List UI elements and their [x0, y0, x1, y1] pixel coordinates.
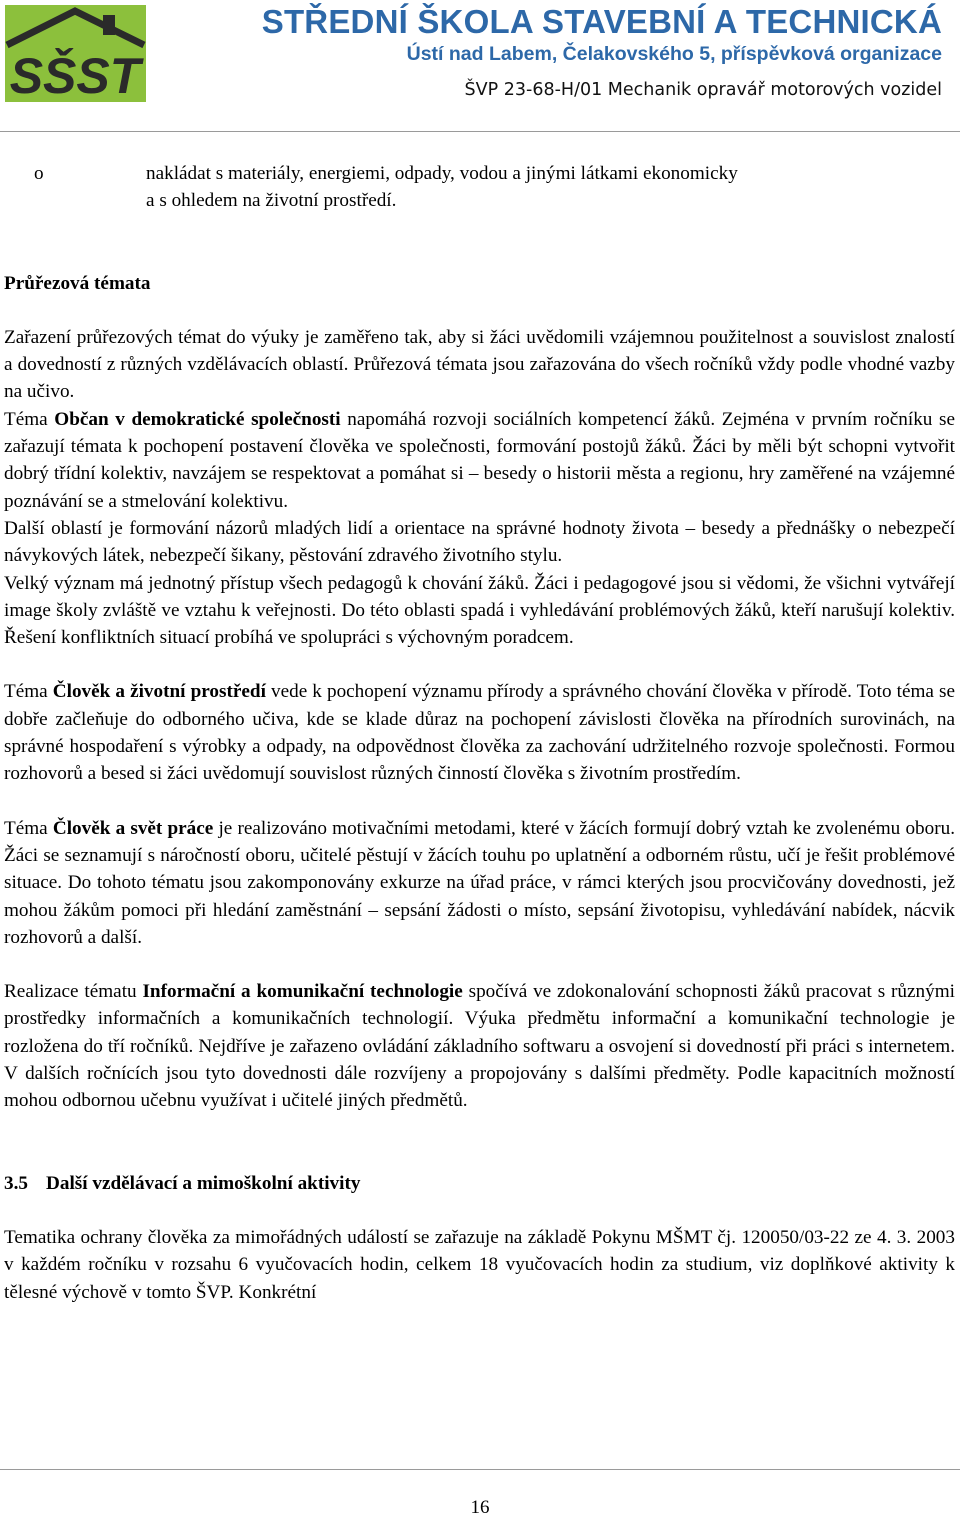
section-title: Další vzdělávací a mimoškolní aktivity [46, 1172, 361, 1194]
ict-prefix: Realizace tématu [4, 981, 143, 1003]
bullet-marker: o [34, 163, 44, 184]
bullet-text [146, 160, 955, 215]
work-topic-title: Člověk a svět práce [52, 817, 214, 839]
citizen-text: napomáhá rozvoji sociálních kompetencí žáků. Zejména v prvním ročníku se zařazují témata k pochopení postavení člověka ve společnosti, formování postojů žáků. Žáci by měli být schopni vytvořit dobrý třídní kolektiv, navzájem se respektovat a pomáhat si – besedy o historii města a regionu, hry zaměřené na vzájemné poznávání se a stmelování kolektivu. [4, 408, 955, 512]
approach-paragraph: Velký význam má jednotný přístup všech pedagogů k chování žáků. Žáci i pedagogové jsou si vědomi, že všichni vytvářejí image školy zvláště ve vztahu k veřejnosti. Do této oblasti spadá i vyhledávání problémových žáků, kteří narušují kolektiv. Řešení konfliktních situací probíhá ve spolupráci s výchovným poradcem. [4, 572, 955, 649]
work-paragraph [4, 815, 955, 951]
bullet-line-2: a s ohledem na životní prostředí. [146, 190, 397, 212]
footer-divider [0, 1469, 960, 1470]
bullet-line-1: nakládat s materiály, energiemi, odpady, vodou a jinými látkami ekonomicky [146, 163, 738, 184]
environment-text: vede k pochopení významu přírody a správného chování člověka v přírodě. Toto téma se dobře začleňuje do odborného učiva, kde se klade důraz na pochopení závislosti člověka na přírodních surovinách, na správné hospodaření s výrobky a odpady, na odpovědnost člověka za zachování udržitelného rozvoje společnosti. Formou rozhovorů a besed si žáci uvědomují souvislost různých činností člověka s životním prostředím. [4, 681, 955, 785]
ict-topic-title: Informační a komunikační technologie [142, 981, 463, 1003]
school-address: Ústí nad Labem, Čelakovského 5, příspěvková organizace [406, 43, 942, 65]
ict-text: spočívá ve zdokonalování schopnosti žáků pracovat s různými prostředky informačních a komunikačních technologií. Výuka předmětu informační a komunikační technologie je rozložena do tří ročníků. Nejdříve je zařazeno ovládání základního softwaru a osvojení si dovedností při práci s internetem. V dalších ročnících jsou tyto dovednosti dále rozvíjeny a propojovány s dalšími předměty. Podle kapacitních možností mohou odbornou učebnu využívat i učitelé jiných předmětů. [4, 981, 955, 1112]
work-text: je realizováno motivačními metodami, které v žácích formují dobrý vztah ke zvolenému oboru. Žáci se seznamují s náročností oboru, učitelé pěstují v žácích touhu po uplatnění a odborném růstu, učí je řešit problémové situace. Do tohoto tématu jsou zakomponovány exkurze na úřad práce, v rámci kterých jsou procvičovány dovednosti, jež mohou žákům pomoci při hledání zaměstnání – sepsání žádosti o místo, sepsání životopisu, vyhledávání nabídek, nácvik rozhovorů a další. [4, 817, 956, 948]
environment-prefix: Téma [4, 681, 53, 703]
header-divider [0, 131, 960, 132]
section-number: 3.5 [4, 1172, 28, 1194]
section-heading-3-5 [4, 1170, 955, 1197]
school-logo [5, 5, 146, 102]
citizen-paragraph [4, 406, 955, 515]
environment-paragraph [4, 678, 955, 787]
page-number: 16 [470, 1497, 490, 1518]
citizen-topic-title: Občan v demokratické společnosti [54, 408, 341, 430]
page-header [0, 0, 960, 132]
cross-topics-intro: Zařazení průřezových témat do výuky je zaměřeno tak, aby si žáci uvědomili vzájemnou použitelnost a souvislost znalostí a dovedností z různých vzdělávacích oblastí. Průřezová témata jsou zařazována do všech ročníků vždy podle vhodné vazby na učivo. [4, 326, 955, 403]
work-prefix: Téma [4, 817, 53, 839]
page-body [4, 160, 955, 1306]
cross-topics-heading: Průřezová témata [4, 272, 151, 294]
section-3-5-text: Tematika ochrany člověka za mimořádných událostí se zařazuje na základě Pokynu MŠMT čj. 120050/03-22 ze 4. 3. 2003 v každém ročníku v rozsahu 6 vyučovacích hodin, celkem 18 vyučovacích hodin za studium, viz doplňkové aktivity k tělesné výchově v tomto ŠVP. Konkrétní [4, 1226, 955, 1303]
environment-topic-title: Člověk a životní prostředí [52, 681, 266, 703]
logo-text: SŠST [9, 48, 141, 102]
program-code: ŠVP 23-68-H/01 Mechanik opravář motorových vozidel [464, 80, 942, 100]
school-logo-graphic [5, 5, 146, 102]
school-name: STŘEDNÍ ŠKOLA STAVEBNÍ A TECHNICKÁ [261, 3, 942, 40]
ict-paragraph [4, 978, 955, 1114]
citizen-prefix: Téma [4, 408, 55, 430]
list-item [4, 160, 955, 215]
other-area-paragraph: Další oblastí je formování názorů mladých lidí a orientace na správné hodnoty života – besedy a přednášky o nebezpečí návykových látek, nebezpečí šikany, pěstování zdravého životního stylu. [4, 517, 955, 567]
